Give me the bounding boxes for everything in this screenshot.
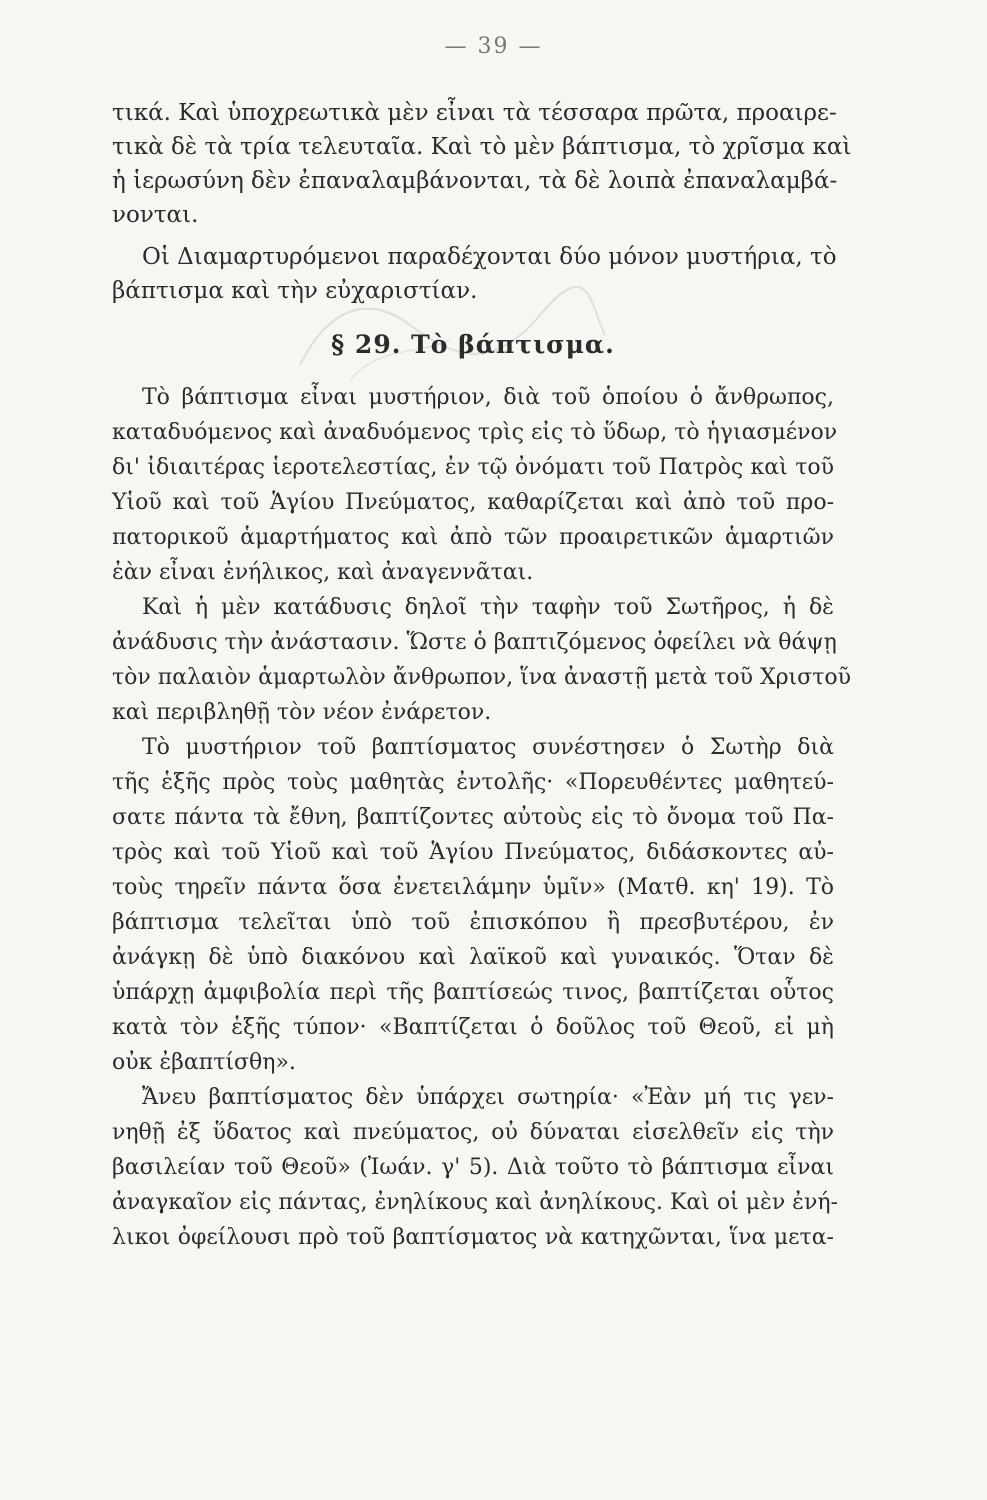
text-line: τικά. Καὶ ὑποχρεωτικὰ μὲν εἶναι τὰ τέσσαρα πρῶτα, προαιρε- (112, 100, 837, 126)
text-line: βάπτισμα καὶ τὴν εὐχαριστίαν. (112, 278, 478, 304)
text-line: Καὶ ἡ μὲν κατάδυσις δηλοῖ τὴν ταφὴν τοῦ Σωτῆρος, ἡ δὲ (142, 595, 834, 620)
paragraph-meaning (112, 590, 851, 730)
text-line: Υἱοῦ καὶ τοῦ Ἁγίου Πνεύματος, καθαρίζεται καὶ ἀπὸ τοῦ προ- (112, 490, 834, 515)
text-line: κατὰ τὸν ἑξῆς τύπον· «Βαπτίζεται ὁ δοῦλος τοῦ Θεοῦ, εἰ μὴ (112, 1015, 834, 1040)
text-line: πατορικοῦ ἁμαρτήματος καὶ ἀπὸ τῶν προαιρετικῶν ἁμαρτιῶν (112, 525, 834, 550)
text-line: λικοι ὀφείλουσι πρὸ τοῦ βαπτίσματος νὰ κατηχῶνται, ἵνα μετα- (112, 1225, 834, 1250)
protestants-paragraph (112, 240, 837, 308)
text-line: τῆς ἑξῆς πρὸς τοὺς μαθητὰς ἐντολῆς· «Πορευθέντες μαθητεύ- (112, 770, 834, 795)
text-line: Τὸ βάπτισμα εἶναι μυστήριον, διὰ τοῦ ὁποίου ὁ ἄνθρωπος, (142, 385, 834, 410)
page-number: — 39 — (444, 34, 543, 59)
text-line: νονται. (112, 202, 199, 228)
paragraph-definition (112, 380, 838, 590)
text-line: ἐὰν εἶναι ἐνήλικος, καὶ ἀναγεννᾶται. (112, 560, 534, 585)
text-line: δι' ἰδιαιτέρας ἱεροτελεστίας, ἐν τῷ ὀνόματι τοῦ Πατρὸς καὶ τοῦ (112, 455, 834, 480)
page-body (112, 96, 852, 1255)
text-line: τικὰ δὲ τὰ τρία τελευταῖα. Καὶ τὸ μὲν βάπτισμα, τὸ χρῖσμα καὶ (112, 134, 852, 160)
text-line: Ἄνευ βαπτίσματος δὲν ὑπάρχει σωτηρία· «Ἐὰν μή τις γεν- (142, 1085, 834, 1110)
text-line: ἀνάγκῃ δὲ ὑπὸ διακόνου καὶ λαϊκοῦ καὶ γυναικός. Ὅταν δὲ (112, 945, 834, 970)
text-line: τὸν παλαιὸν ἁμαρτωλὸν ἄνθρωπον, ἵνα ἀναστῇ μετὰ τοῦ Χριστοῦ (112, 665, 851, 690)
text-line: καὶ περιβληθῇ τὸν νέον ἐνάρετον. (112, 700, 492, 725)
text-line: τοὺς τηρεῖν πάντα ὅσα ἐνετειλάμην ὑμῖν» (Ματθ. κη' 19). Τὸ (112, 875, 834, 900)
text-line: σατε πάντα τὰ ἔθνη, βαπτίζοντες αὐτοὺς εἰς τὸ ὄνομα τοῦ Πα- (112, 805, 834, 830)
text-line: Τὸ μυστήριον τοῦ βαπτίσματος συνέστησεν ὁ Σωτὴρ διὰ (142, 735, 834, 760)
paragraph-institution (112, 730, 834, 1080)
text-line: οὐκ ἐβαπτίσθη». (112, 1050, 296, 1075)
section-heading: § 29. Τὸ βάπτισμα. (331, 330, 615, 359)
text-line: ἀναγκαῖον εἰς πάντας, ἐνηλίκους καὶ ἀνηλίκους. Καὶ οἱ μὲν ἐνή- (112, 1190, 838, 1215)
text-line: ἀνάδυσις τὴν ἀνάστασιν. Ὥστε ὁ βαπτιζόμενος ὀφείλει νὰ θάψῃ (112, 630, 837, 655)
text-line: καταδυόμενος καὶ ἀναδυόμενος τρὶς εἰς τὸ ὕδωρ, τὸ ἡγιασμένον (112, 420, 838, 445)
intro-paragraph (112, 96, 852, 232)
text-line: ὑπάρχῃ ἀμφιβολία περὶ τῆς βαπτίσεώς τινος, βαπτίζεται οὗτος (112, 980, 834, 1005)
text-line: τρὸς καὶ τοῦ Υἱοῦ καὶ τοῦ Ἁγίου Πνεύματος, διδάσκοντες αὐ- (112, 840, 834, 865)
text-line: ἡ ἱερωσύνη δὲν ἐπαναλαμβάνονται, τὰ δὲ λοιπὰ ἐπαναλαμβά- (112, 168, 838, 194)
text-line: βάπτισμα τελεῖται ὑπὸ τοῦ ἐπισκόπου ἢ πρεσβυτέρου, ἐν (112, 910, 834, 935)
text-line: νηθῇ ἐξ ὕδατος καὶ πνεύματος, οὐ δύναται εἰσελθεῖν εἰς τὴν (112, 1120, 834, 1145)
paragraph-necessity (112, 1080, 838, 1255)
text-line: Οἱ Διαμαρτυρόμενοι παραδέχονται δύο μόνον μυστήρια, τὸ (142, 244, 837, 270)
text-line: βασιλείαν τοῦ Θεοῦ» (Ἰωάν. γ' 5). Διὰ τοῦτο τὸ βάπτισμα εἶναι (112, 1155, 834, 1180)
